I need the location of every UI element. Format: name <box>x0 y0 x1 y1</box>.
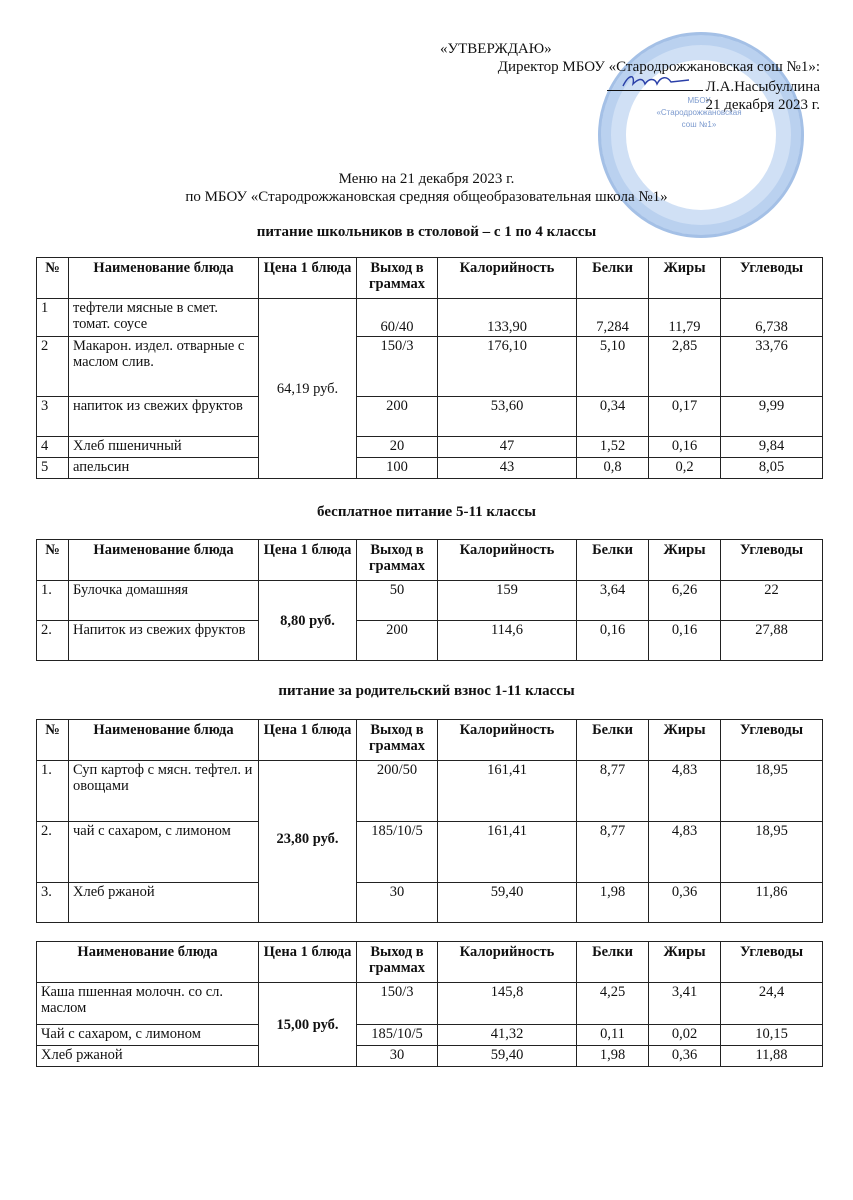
cell-protein: 3,64 <box>577 581 649 621</box>
cell-carbs: 24,4 <box>721 983 823 1025</box>
cell-name: апельсин <box>69 458 259 479</box>
cell-name: Суп картоф с мясн. тефтел. и овощами <box>69 761 259 822</box>
cell-fat: 4,83 <box>649 761 721 822</box>
section-title-free: бесплатное питание 5-11 классы <box>317 504 536 520</box>
col-yield: Выход в граммах <box>357 258 438 299</box>
table-row <box>37 621 823 661</box>
cell-num: 1. <box>37 761 69 822</box>
cell-protein: 5,10 <box>577 337 649 397</box>
cell-num: 3 <box>37 397 69 437</box>
col-name: Наименование блюда <box>69 720 259 761</box>
signer-name: Л.А.Насыбуллина <box>705 79 820 95</box>
menu-table-free <box>36 539 823 661</box>
cell-fat: 3,41 <box>649 983 721 1025</box>
cell-name: Хлеб ржаной <box>69 883 259 923</box>
cell-calories: 59,40 <box>438 1046 577 1067</box>
table-row <box>37 1046 823 1067</box>
table-header-row <box>37 258 823 299</box>
col-price: Цена 1 блюда <box>259 942 357 983</box>
cell-fat: 0,17 <box>649 397 721 437</box>
cell-num: 2 <box>37 337 69 397</box>
approval-director: Директор МБОУ «Стародрожжановская сош №1»: <box>497 59 820 75</box>
col-calories: Калорийность <box>438 720 577 761</box>
table-header-row <box>37 942 823 983</box>
cell-carbs: 18,95 <box>721 761 823 822</box>
cell-num: 4 <box>37 437 69 458</box>
cell-protein: 0,16 <box>577 621 649 661</box>
cell-calories: 145,8 <box>438 983 577 1025</box>
col-calories: Калорийность <box>438 258 577 299</box>
col-protein: Белки <box>577 258 649 299</box>
col-protein: Белки <box>577 540 649 581</box>
col-carbs: Углеводы <box>721 720 823 761</box>
cell-yield: 100 <box>357 458 438 479</box>
cell-yield: 30 <box>357 1046 438 1067</box>
cell-protein: 1,98 <box>577 1046 649 1067</box>
col-calories: Калорийность <box>438 540 577 581</box>
cell-carbs: 8,05 <box>721 458 823 479</box>
cell-yield: 60/40 <box>357 299 438 337</box>
col-fat: Жиры <box>649 942 721 983</box>
cell-carbs: 18,95 <box>721 822 823 883</box>
col-protein: Белки <box>577 720 649 761</box>
col-carbs: Углеводы <box>721 258 823 299</box>
col-name: Наименование блюда <box>69 258 259 299</box>
cell-yield: 185/10/5 <box>357 1025 438 1046</box>
table-row <box>37 458 823 479</box>
cell-price: 64,19 руб. <box>259 299 357 479</box>
approval-signer-line <box>440 76 820 96</box>
col-name: Наименование блюда <box>37 942 259 983</box>
signature-icon <box>621 72 691 90</box>
col-num: № <box>37 720 69 761</box>
menu-title: Меню на 21 декабря 2023 г. <box>338 171 515 187</box>
cell-fat: 0,16 <box>649 621 721 661</box>
cell-calories: 161,41 <box>438 761 577 822</box>
table-row <box>37 299 823 337</box>
cell-yield: 20 <box>357 437 438 458</box>
cell-fat: 2,85 <box>649 337 721 397</box>
cell-yield: 200 <box>357 621 438 661</box>
col-yield: Выход в граммах <box>357 540 438 581</box>
cell-fat: 0,36 <box>649 883 721 923</box>
cell-carbs: 9,99 <box>721 397 823 437</box>
cell-num: 3. <box>37 883 69 923</box>
cell-yield: 50 <box>357 581 438 621</box>
table-row <box>37 822 823 883</box>
cell-yield: 150/3 <box>357 983 438 1025</box>
cell-yield: 200 <box>357 397 438 437</box>
cell-name: Чай с сахаром, с лимоном <box>37 1025 259 1046</box>
col-num: № <box>37 258 69 299</box>
col-protein: Белки <box>577 942 649 983</box>
cell-fat: 0,36 <box>649 1046 721 1067</box>
cell-price: 23,80 руб. <box>259 761 357 923</box>
cell-num: 1. <box>37 581 69 621</box>
cell-num: 2. <box>37 822 69 883</box>
table-row <box>37 983 823 1025</box>
cell-calories: 53,60 <box>438 397 577 437</box>
cell-name: чай с сахаром, с лимоном <box>69 822 259 883</box>
cell-name: тефтели мясные в смет. томат. соусе <box>69 299 259 337</box>
col-yield: Выход в граммах <box>357 942 438 983</box>
approval-heading: «УТВЕРЖДАЮ» <box>440 41 552 57</box>
cell-carbs: 22 <box>721 581 823 621</box>
cell-calories: 161,41 <box>438 822 577 883</box>
cell-name: Макарон. издел. отварные с маслом слив. <box>69 337 259 397</box>
cell-calories: 133,90 <box>438 299 577 337</box>
table-row <box>37 761 823 822</box>
cell-protein: 0,8 <box>577 458 649 479</box>
cell-name: Булочка домашняя <box>69 581 259 621</box>
col-name: Наименование блюда <box>69 540 259 581</box>
cell-name: Хлеб пшеничный <box>69 437 259 458</box>
cell-fat: 6,26 <box>649 581 721 621</box>
col-fat: Жиры <box>649 258 721 299</box>
cell-carbs: 27,88 <box>721 621 823 661</box>
table-row <box>37 337 823 397</box>
cell-price: 8,80 руб. <box>259 581 357 661</box>
table-row <box>37 581 823 621</box>
menu-table-parent-fee <box>36 719 823 923</box>
cell-calories: 114,6 <box>438 621 577 661</box>
cell-fat: 0,2 <box>649 458 721 479</box>
cell-name: напиток из свежих фруктов <box>69 397 259 437</box>
col-price: Цена 1 блюда <box>259 720 357 761</box>
col-carbs: Углеводы <box>721 942 823 983</box>
cell-protein: 7,284 <box>577 299 649 337</box>
table-row <box>37 437 823 458</box>
cell-fat: 11,79 <box>649 299 721 337</box>
cell-yield: 150/3 <box>357 337 438 397</box>
cell-calories: 47 <box>438 437 577 458</box>
table-row <box>37 397 823 437</box>
cell-carbs: 11,88 <box>721 1046 823 1067</box>
cell-protein: 1,52 <box>577 437 649 458</box>
cell-carbs: 6,738 <box>721 299 823 337</box>
table-header-row <box>37 720 823 761</box>
col-carbs: Углеводы <box>721 540 823 581</box>
col-calories: Калорийность <box>438 942 577 983</box>
cell-protein: 8,77 <box>577 761 649 822</box>
cell-price: 15,00 руб. <box>259 983 357 1067</box>
col-yield: Выход в граммах <box>357 720 438 761</box>
cell-protein: 8,77 <box>577 822 649 883</box>
signature-line <box>607 76 703 91</box>
cell-fat: 0,02 <box>649 1025 721 1046</box>
cell-protein: 1,98 <box>577 883 649 923</box>
cell-name: Каша пшенная молочн. со сл. маслом <box>37 983 259 1025</box>
cell-protein: 0,11 <box>577 1025 649 1046</box>
cell-calories: 59,40 <box>438 883 577 923</box>
cell-calories: 43 <box>438 458 577 479</box>
table-row <box>37 1025 823 1046</box>
menu-subtitle: по МБОУ «Стародрожжановская средняя общеобразовательная школа №1» <box>185 189 668 205</box>
cell-num: 1 <box>37 299 69 337</box>
cell-name: Хлеб ржаной <box>37 1046 259 1067</box>
col-price: Цена 1 блюда <box>259 258 357 299</box>
cell-fat: 4,83 <box>649 822 721 883</box>
cell-calories: 159 <box>438 581 577 621</box>
approval-date: 21 декабря 2023 г. <box>705 97 820 113</box>
cell-carbs: 11,86 <box>721 883 823 923</box>
cell-protein: 4,25 <box>577 983 649 1025</box>
cell-yield: 30 <box>357 883 438 923</box>
cell-calories: 176,10 <box>438 337 577 397</box>
col-price: Цена 1 блюда <box>259 540 357 581</box>
cell-name: Напиток из свежих фруктов <box>69 621 259 661</box>
menu-table-1-4 <box>36 257 823 479</box>
section-title-parent-fee: питание за родительский взнос 1-11 классы <box>278 683 575 699</box>
cell-fat: 0,16 <box>649 437 721 458</box>
cell-protein: 0,34 <box>577 397 649 437</box>
cell-yield: 185/10/5 <box>357 822 438 883</box>
cell-carbs: 33,76 <box>721 337 823 397</box>
table-row <box>37 883 823 923</box>
cell-calories: 41,32 <box>438 1025 577 1046</box>
cell-yield: 200/50 <box>357 761 438 822</box>
menu-table-extra <box>36 941 823 1067</box>
col-fat: Жиры <box>649 720 721 761</box>
cell-carbs: 10,15 <box>721 1025 823 1046</box>
approval-block <box>440 40 820 114</box>
stamp-text: МБОУ «Стародрожжановская сош №1» <box>656 96 742 129</box>
table-header-row <box>37 540 823 581</box>
cell-num: 2. <box>37 621 69 661</box>
cell-carbs: 9,84 <box>721 437 823 458</box>
section-title-1-4: питание школьников в столовой – с 1 по 4 классы <box>256 224 597 240</box>
col-num: № <box>37 540 69 581</box>
col-fat: Жиры <box>649 540 721 581</box>
cell-num: 5 <box>37 458 69 479</box>
